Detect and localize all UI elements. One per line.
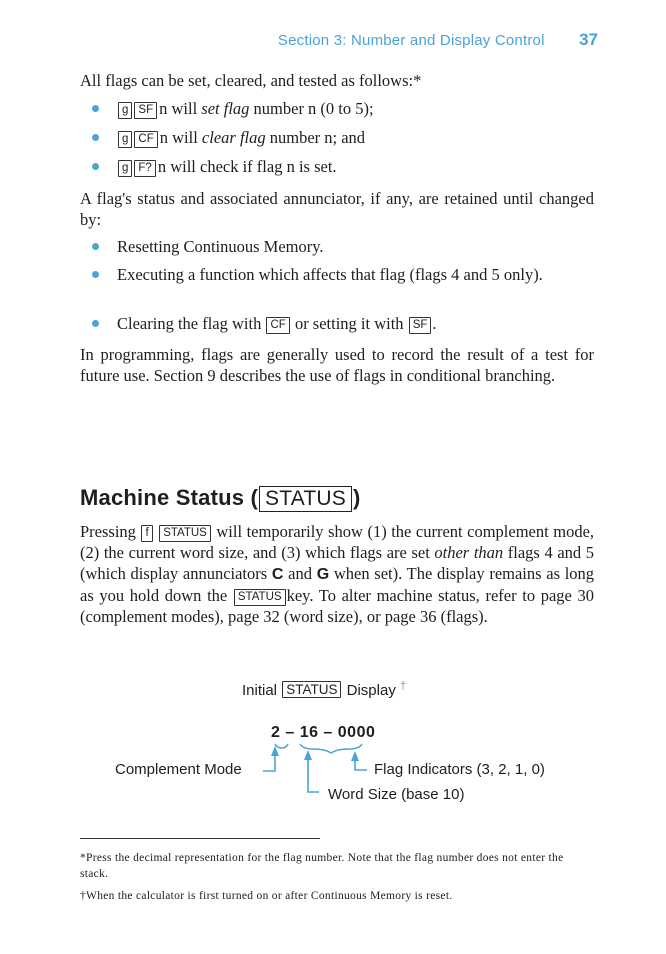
display-readout: 2 – 16 – 0000 — [271, 724, 376, 741]
section-title: Section 3: Number and Display Control — [277, 32, 545, 49]
footnote-dagger: †When the calculator is first turned on or after Continuous Memory is reset. — [80, 890, 453, 902]
bullet-icon — [92, 134, 99, 141]
op-emphasis: set flag — [201, 99, 250, 118]
op-text-end: number n; and — [265, 128, 366, 147]
key-status: STATUS — [234, 589, 286, 606]
bullet-icon — [92, 163, 99, 170]
list-item-text: Clearing the flag with — [117, 314, 262, 333]
dagger-mark: † — [400, 680, 407, 692]
footnote-divider — [80, 838, 320, 839]
list-item-text: . — [432, 314, 437, 333]
para-text: will temporarily show (1) the current complement mode, (2) the current word size, and (3) which flags are set — [80, 522, 595, 562]
para-text: key. To alter machine status, refer to page 30 (complement modes), page 32 (word size), or page 36 (flags). — [80, 586, 595, 626]
heading-text: Machine Status ( — [80, 485, 259, 510]
caption-text: Initial — [242, 682, 278, 699]
para-text: when set). The display remains as long as you hold down the — [80, 564, 595, 605]
bullet-icon — [92, 320, 99, 327]
para-emphasis: other than — [434, 543, 504, 562]
annunciator-c: C — [271, 566, 284, 583]
label-complement-mode: Complement Mode — [115, 761, 242, 778]
machine-status-paragraph — [80, 521, 594, 627]
key-sf: SF — [409, 317, 432, 334]
key-g: g — [118, 131, 132, 148]
para-text: and — [288, 564, 312, 583]
page-header — [0, 30, 598, 50]
key-f-test: F? — [134, 160, 155, 177]
programming-paragraph: In programming, flags are generally used to record the result of a test for future use. Section 9 describes the use of flags in conditional branching. — [80, 345, 594, 385]
label-flag-indicators: Flag Indicators (3, 2, 1, 0) — [374, 761, 545, 778]
op-text: n will — [159, 99, 202, 118]
page-title — [80, 485, 360, 512]
bullet-icon — [92, 271, 99, 278]
op-text-end: number n (0 to 5); — [249, 99, 374, 118]
list-item-text: or setting it with — [294, 314, 404, 333]
para-text: flags 4 and 5 (which display annunciators — [80, 543, 594, 583]
bullet-icon — [92, 105, 99, 112]
figure-caption — [242, 680, 406, 699]
key-status: STATUS — [259, 486, 352, 512]
brace-flags — [300, 744, 362, 753]
key-status: STATUS — [159, 525, 211, 542]
label-word-size: Word Size (base 10) — [328, 786, 465, 803]
key-sf: SF — [134, 102, 157, 119]
key-g: g — [118, 102, 132, 119]
intro-text: All flags can be set, cleared, and tested as follows:* — [80, 71, 422, 90]
status-paragraph: A flag's status and associated annunciator, if any, are retained until changed by: — [80, 189, 594, 229]
bullet-icon — [92, 243, 99, 250]
footnote-star: *Press the decimal representation for the flag number. Note that the flag number does not enter the stack. — [80, 852, 564, 880]
heading-close: ) — [352, 485, 361, 510]
page-number: 37 — [579, 30, 598, 49]
op-emphasis: clear flag — [201, 128, 266, 147]
list-item-text: Resetting Continuous Memory. — [117, 237, 324, 256]
list-item-text: Executing a function which affects that flag (flags 4 and 5 only). — [117, 265, 543, 284]
key-g: g — [118, 160, 132, 177]
arrowhead-icon — [304, 750, 312, 760]
brace-word-size — [275, 744, 288, 748]
para-text: Pressing — [80, 522, 136, 541]
arrowhead-icon — [351, 751, 359, 761]
key-f: f — [141, 525, 152, 542]
caption-text: Display — [346, 682, 396, 699]
op-text: n will check if flag n is set. — [157, 157, 337, 176]
key-cf: CF — [266, 317, 289, 334]
key-status: STATUS — [282, 681, 341, 698]
key-cf: CF — [134, 131, 157, 148]
op-text: n will — [159, 128, 202, 147]
annunciator-g: G — [316, 566, 330, 583]
